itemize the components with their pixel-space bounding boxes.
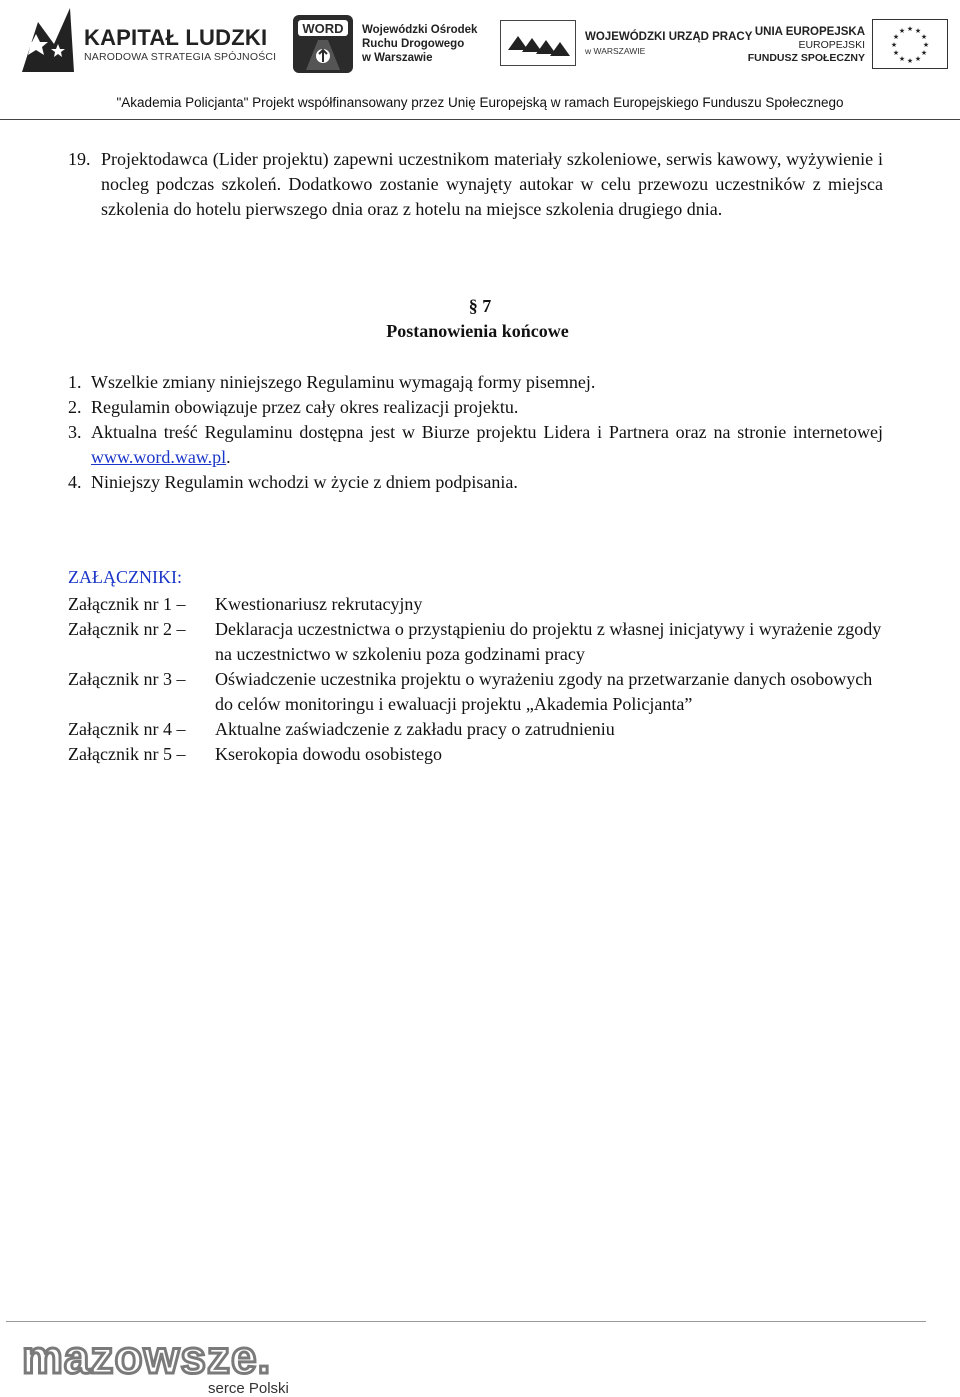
- list-item: [68, 470, 883, 495]
- svg-text:★: ★: [898, 27, 906, 35]
- kapital-ludzki-logo-icon: [14, 4, 78, 76]
- attachment-item: [68, 617, 888, 667]
- word-line3: w Warszawie: [362, 52, 433, 64]
- svg-text:★: ★: [906, 25, 914, 33]
- list-item-text: Wszelkie zmiany niniejszego Regulaminu wymagają formy pisemnej.: [91, 372, 596, 392]
- list-item: [68, 395, 883, 420]
- attachment-text: Oświadczenie uczestnika projektu o wyrażeniu zgody na przetwarzanie danych osobowych do celów monitoringu i ewaluacji projektu „Akademia Policjanta”: [215, 669, 873, 714]
- attachment-label: Załącznik nr 4 –: [68, 719, 186, 739]
- attachment-item: [68, 592, 888, 617]
- header-divider: [0, 119, 960, 120]
- attachment-label: Załącznik nr 5 –: [68, 744, 186, 764]
- list-item-text-end: .: [226, 447, 231, 467]
- attachment-label: Załącznik nr 1 –: [68, 594, 186, 614]
- wup-logo-icon: [500, 20, 576, 66]
- svg-text:★: ★: [920, 33, 928, 41]
- list-item: [68, 370, 883, 395]
- attachment-text: Deklaracja uczestnictwa o przystąpieniu do projektu z własnej inicjatywy i wyrażenie zgody na uczestnictwo w szkoleniu poza godzinami pracy: [215, 619, 882, 664]
- list-item-text: Niniejszy Regulamin wchodzi w życie z dniem podpisania.: [91, 472, 518, 492]
- attachment-text: Kserokopia dowodu osobistego: [215, 744, 442, 764]
- list-item-number: 4.: [68, 472, 82, 492]
- word-logo-text: [362, 23, 477, 65]
- mazowsze-tagline: serce Polski: [208, 1380, 289, 1397]
- attachment-label: Załącznik nr 3 –: [68, 669, 186, 689]
- final-provisions-list: [68, 370, 883, 495]
- wup-subtitle: w WARSZAWIE: [585, 46, 646, 56]
- list-item: [68, 420, 883, 470]
- eu-text: [745, 26, 865, 65]
- footer-divider: [6, 1321, 926, 1322]
- word-line1: Wojewódzki Ośrodek: [362, 24, 478, 36]
- svg-text:★: ★: [898, 55, 906, 63]
- website-link[interactable]: www.word.waw.pl: [91, 447, 227, 467]
- attachment-item: [68, 742, 888, 767]
- word-logo-icon: [292, 14, 354, 74]
- word-line2: Ruchu Drogowego: [362, 38, 465, 50]
- section-title: Postanowienia końcowe: [386, 321, 569, 341]
- list-item-number: 3.: [68, 422, 82, 442]
- attachment-text: Aktualne zaświadczenie z zakładu pracy o zatrudnieniu: [215, 719, 615, 739]
- paragraph-text: Projektodawca (Lider projektu) zapewni uczestnikom materiały szkoleniowe, serwis kawowy, wyżywienie i nocleg podczas szkoleń. Dodatkowo zostanie wynajęty autokar w celu przewozu uczestników z miejsca szkolenia do hotelu pierwszego dnia oraz z hotelu na miejsce szkolenia drugiego dnia.: [101, 149, 883, 219]
- section-symbol: § 7: [468, 296, 492, 316]
- header-logos: [0, 0, 960, 84]
- list-item-number: 1.: [68, 372, 82, 392]
- svg-text:★: ★: [914, 55, 922, 63]
- svg-text:★: ★: [892, 33, 900, 41]
- attachments-heading: ZAŁĄCZNIKI:: [68, 567, 182, 587]
- kapital-ludzki-subtitle: NARODOWA STRATEGIA SPÓJNOŚCI: [84, 51, 277, 63]
- svg-text:★: ★: [892, 49, 900, 57]
- eu-line2: EUROPEJSKI: [798, 39, 865, 51]
- attachment-item: [68, 717, 888, 742]
- attachment-label: Załącznik nr 2 –: [68, 619, 186, 639]
- kapital-ludzki-title: KAPITAŁ LUDZKI: [84, 25, 268, 50]
- eu-line3: FUNDUSZ SPOŁECZNY: [747, 52, 865, 64]
- svg-text:★: ★: [906, 57, 914, 65]
- paragraph-19: [68, 147, 883, 222]
- mazowsze-brand: mazowsze.: [22, 1331, 272, 1383]
- svg-text:★: ★: [920, 49, 928, 57]
- mazowsze-logo: [22, 1331, 289, 1397]
- wup-title: WOJEWÓDZKI URZĄD PRACY: [585, 31, 753, 43]
- attachments-list: [68, 592, 888, 767]
- paragraph-number: 19.: [68, 149, 91, 169]
- eu-flag-icon: [872, 19, 948, 69]
- svg-text:★: ★: [890, 41, 898, 49]
- list-item-text: Aktualna treść Regulaminu dostępna jest w Biurze projektu Lidera i Partnera oraz na stronie internetowej: [91, 422, 883, 442]
- eu-line1: UNIA EUROPEJSKA: [754, 26, 865, 38]
- attachment-text: Kwestionariusz rekrutacyjny: [215, 594, 423, 614]
- word-mark-text: WORD: [302, 21, 344, 36]
- list-item-number: 2.: [68, 397, 82, 417]
- attachment-item: [68, 667, 888, 717]
- svg-text:★: ★: [914, 27, 922, 35]
- project-header-line: "Akademia Policjanta" Projekt współfinansowany przez Unię Europejską w ramach Europejskiego Funduszu Społecznego: [116, 95, 844, 110]
- svg-text:★: ★: [922, 41, 930, 49]
- list-item-text: Regulamin obowiązuje przez cały okres realizacji projektu.: [91, 397, 519, 417]
